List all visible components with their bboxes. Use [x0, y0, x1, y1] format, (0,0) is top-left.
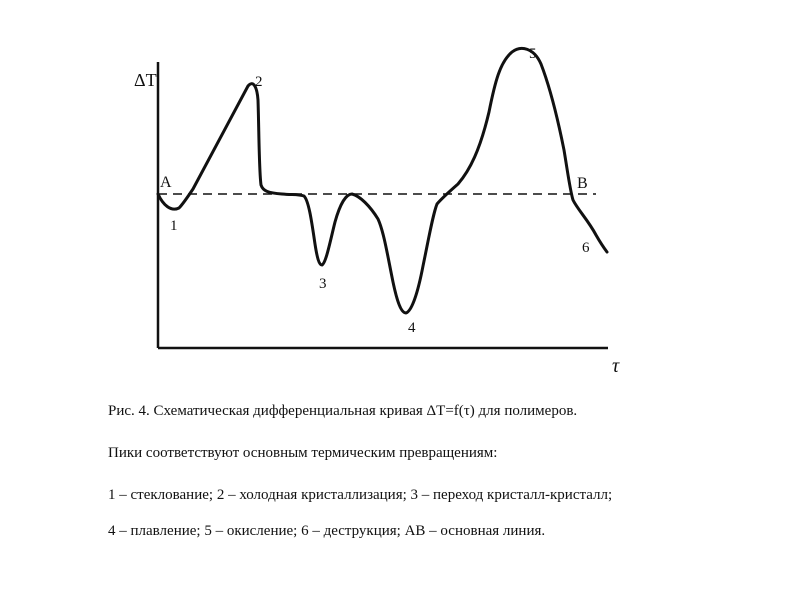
y-axis-label: ΔT	[134, 70, 157, 90]
figure-caption-title: Рис. 4. Схематическая дифференциальная кривая ΔT=f(τ) для полимеров.	[108, 403, 578, 419]
peak-label-4: 4	[408, 320, 416, 336]
figure-caption-line-2: Пики соответствуют основным термическим превращениям:	[108, 445, 498, 461]
figure-caption-line-3: 1 – стеклование; 2 – холодная кристаллизация; 3 – переход кристалл-кристалл;	[108, 487, 613, 503]
peak-label-1: 1	[170, 218, 178, 234]
peak-label-3: 3	[319, 276, 327, 292]
figure-caption-line-4: 4 – плавление; 5 – окисление; 6 – деструкция; АВ – основная линия.	[108, 523, 546, 539]
dta-curve	[158, 48, 607, 313]
x-axis-label: τ	[612, 355, 620, 377]
peak-label-6: 6	[582, 240, 590, 256]
point-a-label: A	[160, 174, 172, 191]
peak-label-2: 2	[255, 74, 263, 90]
point-b-label: B	[577, 175, 588, 192]
peak-label-5: 5	[529, 46, 537, 62]
